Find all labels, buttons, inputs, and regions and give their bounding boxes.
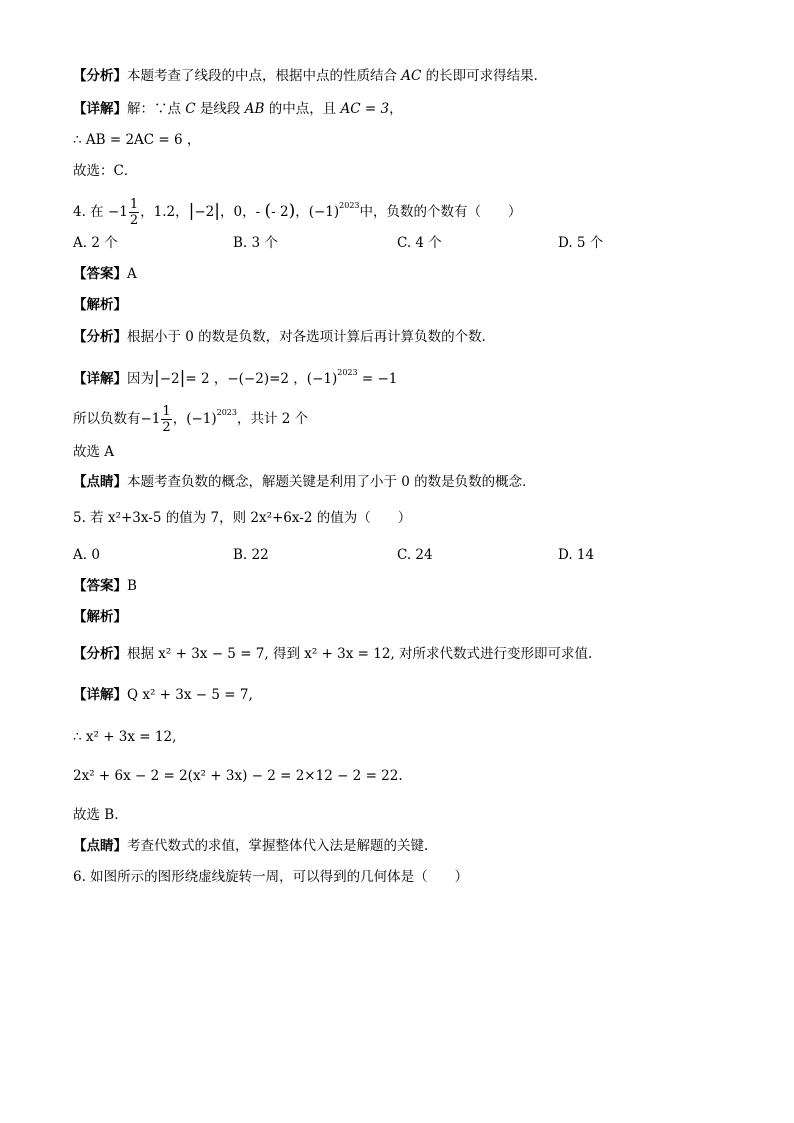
q4-dianjing: 本题考查负数的概念，解题关键是利用了小于 0 的数是负数的概念． (127, 474, 536, 490)
q4-pow-base: (−1) (308, 204, 340, 220)
q4-jiexi-line (73, 295, 127, 315)
q5-answer: B (127, 578, 137, 594)
q4-fenxi-tag: 【分析】 (73, 329, 127, 345)
q4-frac-den: 2 (129, 213, 139, 228)
q5-option-a: A. 0 (73, 547, 100, 563)
q4-suoyi-a: 所以负数有 (73, 411, 141, 427)
q4-neg: −1 (107, 204, 128, 220)
q4-dianjing-tag: 【点睛】 (73, 474, 127, 490)
q5-step2: 2x² + 6x − 2 = 2(x² + 3x) − 2 = 2×12 − 2 = 22. (73, 768, 403, 784)
q4-rest2: ，0，- (220, 204, 265, 220)
q5-xiangjie-line (73, 685, 253, 705)
var-ab: AB (244, 101, 265, 117)
q5-dianjing-tag: 【点睛】 (73, 838, 127, 854)
q5-option-b: B. 22 (233, 547, 269, 563)
q5-jiexi-line (73, 607, 127, 627)
q5-step2-line (73, 766, 403, 786)
tag-detail: 【详解】 (73, 101, 127, 117)
q4-option-d: D. 5 个 (558, 235, 604, 251)
question-4: 4. 在 −1 $\frac{1}{2}$ ，1.2，|−2|，0，- (- 2)，$(-1)^{2023}$中，负数的个数有（ ） (73, 197, 522, 228)
analysis-text: 本题考查了线段的中点，根据中点的性质结合 (127, 68, 402, 84)
q4-answer: A (127, 266, 137, 282)
q4-jiexi-tag: 【解析】 (73, 297, 127, 313)
detail-text: 解：∵点 (127, 101, 186, 117)
q5-step1-line (73, 727, 176, 747)
q4-prefix: 4. 在 (73, 204, 104, 220)
q4-xiangjie-b: = 2 ，−(−2)=2 ， (185, 371, 307, 387)
q4-suoyi-exp: 2023 (216, 408, 237, 417)
q5-dianjing: 考查代数式的求值，掌握整体代入法是解题的关键. (127, 838, 429, 854)
q5-xiangjie: Q x² + 3x − 5 = 7, (127, 687, 253, 703)
q5-xiangjie-tag: 【详解】 (73, 687, 127, 703)
q4-xiangjie-c: = −1 (357, 371, 398, 387)
q4-frac-num: 1 (129, 197, 139, 212)
q4-xiangjie-a: 因为 (127, 371, 154, 387)
var-c: C (185, 101, 196, 117)
q4-option-c: C. 4 个 (397, 235, 442, 251)
q5-question: 5. 若 x²+3x-5 的值为 7，则 2x²+6x-2 的值为（ ） (73, 510, 412, 526)
detail-tail: ， (389, 101, 403, 117)
q4-option-b: B. 3 个 (233, 235, 278, 251)
q4-rest1: ，1.2， (140, 204, 189, 220)
eq-ac: AC = 3 (340, 101, 390, 117)
q4-suoyi-fraction (161, 404, 171, 435)
q4-abs: −2 (194, 204, 215, 220)
q4-suoyi-den: 2 (162, 420, 171, 435)
q4-fraction (129, 197, 139, 228)
q4-answer-tag: 【答案】 (73, 266, 127, 282)
q5-dianjing-line (73, 836, 428, 856)
q5-fenxi-text: 根据 x² + 3x − 5 = 7, 得到 x² + 3x = 12, 对所求代数式进行变形即可求值. (127, 646, 593, 662)
q4-suoyi-neg: −1 (140, 411, 161, 427)
q4-guxuan-line (73, 442, 114, 462)
detail-mid: 是线段 (195, 101, 245, 117)
q5-option-c: C. 24 (397, 547, 433, 563)
therefore-text: ∴ AB = 2AC = 6 ， (73, 132, 201, 148)
q4-option-a: A. 2 个 (73, 235, 118, 251)
therefore-line (73, 130, 200, 150)
q5-jiexi-tag: 【解析】 (73, 609, 127, 625)
q4-fenxi-text: 根据小于 0 的数是负数，对各选项计算后再计算负数的个数． (127, 329, 496, 345)
detail-mid2: 的中点，且 (264, 101, 341, 117)
q4-suoyi-b: ， (172, 411, 187, 427)
q4-xiangjie-tag: 【详解】 (73, 371, 127, 387)
analysis-line (73, 66, 547, 86)
analysis-tail: 的长即可求得结果． (421, 68, 548, 84)
q5-answer-tag: 【答案】 (73, 578, 127, 594)
var-ac: AC (401, 68, 422, 84)
q4-suoyi-line (73, 403, 308, 435)
q4-suoyi-pow: (−1) (186, 411, 217, 427)
q6-question: 6. 如图所示的图形绕虚线旋转一周，可以得到的几何体是（ ） (73, 869, 469, 885)
q4-dianjing-line (73, 472, 536, 492)
q5-option-d: D. 14 (558, 547, 595, 563)
q4-rest3: ， (295, 204, 309, 220)
q5-step1: ∴ x² + 3x = 12, (73, 729, 177, 745)
q4-suoyi-c: ，共计 2 个 (236, 411, 309, 427)
q4-xiangjie-pow: (−1) (306, 371, 338, 387)
q4-xiangjie-line: 【详解】因为|−2|= 2 ，−(−2)=2 ，$(-1)^{2023} = -1$ (73, 368, 398, 388)
question-5 (73, 508, 411, 528)
q4-guxuan: 故选 A (73, 444, 115, 460)
q4-paren-inner: - 2 (271, 204, 289, 220)
q4-answer-line (73, 264, 137, 284)
choice-text: 故选：C． (73, 163, 138, 179)
q4-xiangjie-abs: −2 (159, 371, 180, 387)
q4-rest4: 中，负数的个数有（ ） (359, 204, 522, 220)
q4-pow-exp: 2023 (339, 201, 360, 210)
q5-guxuan: 故选 B. (73, 807, 119, 823)
q4-fenxi-line (73, 327, 495, 347)
tag-analysis: 【分析】 (73, 68, 127, 84)
q5-fenxi-line (73, 644, 592, 664)
choice-line (73, 161, 137, 181)
q5-fenxi-tag: 【分析】 (73, 646, 127, 662)
question-6 (73, 867, 468, 887)
q5-guxuan-line (73, 805, 119, 825)
q4-suoyi-num: 1 (162, 404, 171, 419)
detail-line (73, 99, 403, 119)
q4-xiangjie-exp: 2023 (337, 368, 358, 377)
q5-answer-line (73, 576, 137, 596)
